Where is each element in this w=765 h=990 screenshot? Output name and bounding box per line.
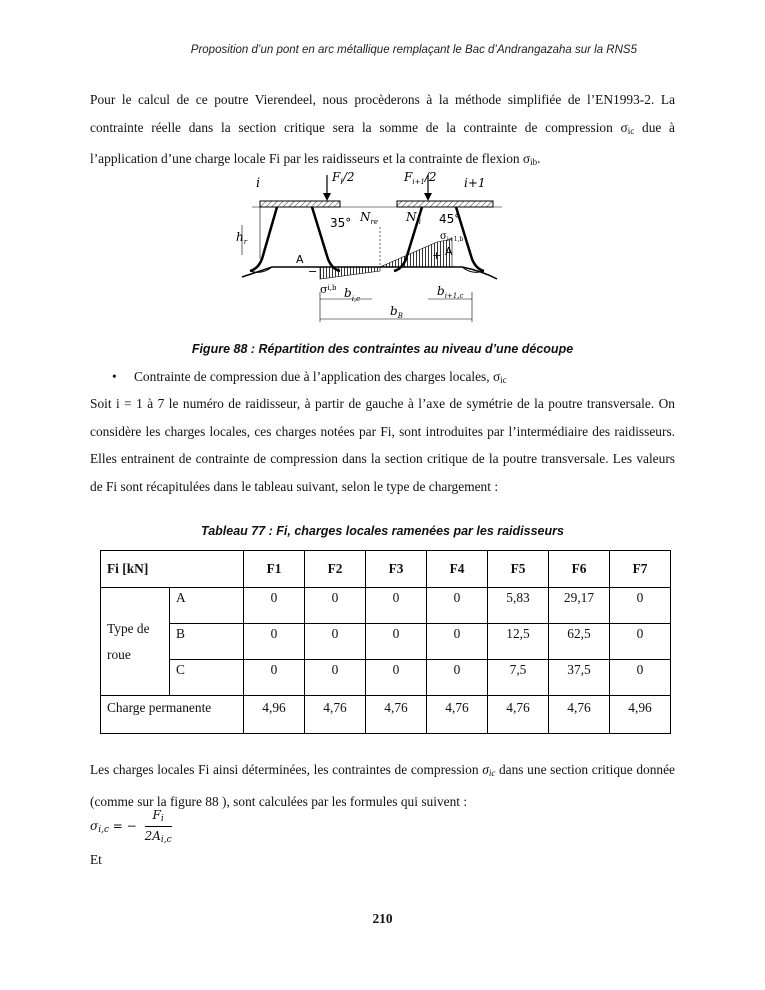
intro-paragraph	[90, 86, 675, 177]
label-i1: i+1	[464, 176, 486, 190]
col-header: F6	[549, 551, 610, 588]
col-header: F7	[610, 551, 671, 588]
group-label-type-de-roue: Type de roue	[101, 588, 170, 696]
label-nre: $N_{re}$	[360, 210, 378, 226]
table-cell: 37,5	[549, 660, 610, 696]
bullet-item	[112, 367, 507, 390]
stress-distribution-figure	[232, 167, 502, 333]
formula-lhs-sub: i,c	[98, 825, 109, 835]
col-header: F5	[488, 551, 549, 588]
stiffener-left	[250, 207, 340, 271]
formula-denominator	[145, 827, 172, 845]
label-fi: $F_i/2$	[332, 170, 355, 186]
body3-text-a: Les charges locales Fi ainsi déterminées, les contraintes de compression	[90, 762, 483, 777]
label-a-left: A	[296, 253, 304, 266]
label-sigma-right: $\sigma_{i+1,b}$	[440, 231, 464, 243]
col-header: F4	[427, 551, 488, 588]
formula-eq: = −	[108, 819, 137, 833]
stress-diagram-left	[320, 267, 380, 279]
figure-caption: Figure 88 : Répartition des contraintes au niveau d’une découpe	[191, 342, 574, 356]
table-cell: 4,96	[244, 696, 305, 734]
label-angle-right: 45°	[439, 212, 461, 226]
table-cell: 4,76	[427, 696, 488, 734]
formula-sigma-ic	[90, 808, 172, 845]
bullet-dot: •	[112, 369, 117, 384]
bullet-sub: ic	[500, 375, 507, 385]
label-hr: $h_r$	[236, 230, 248, 246]
label-sigma-left: $\sigma^{i,b}$	[320, 283, 337, 296]
formula-fraction	[145, 808, 172, 845]
table-cell: 0	[610, 660, 671, 696]
table-cell: 0	[427, 624, 488, 660]
table-cell: 0	[366, 588, 427, 624]
table-cell: 12,5	[488, 624, 549, 660]
table-cell: 29,17	[549, 588, 610, 624]
table-cell: 4,76	[549, 696, 610, 734]
row-label: C	[170, 660, 244, 696]
table-cell: 0	[366, 660, 427, 696]
label-fi1: $F_{i+1}/2$	[404, 170, 437, 186]
sigma-ic-sub: ic	[627, 125, 635, 136]
row-label: A	[170, 588, 244, 624]
table-cell: 0	[244, 588, 305, 624]
col-header: F2	[305, 551, 366, 588]
intro-text-a: La contrainte réelle dans la section critique sera la somme de la contrainte de compression σ	[90, 92, 676, 135]
sigma-ib-sub: ib	[530, 157, 538, 167]
table-cell: 0	[366, 624, 427, 660]
intro-text-b: due à l’application d’une charge locale Fi par les raidisseurs et la contrainte de flexion σ	[90, 119, 675, 166]
table-cell: 4,96	[610, 696, 671, 734]
den-sub: i,c	[160, 835, 172, 845]
table-cell: 4,76	[305, 696, 366, 734]
table-cell: 0	[305, 588, 366, 624]
row-label-permanent: Charge permanente	[101, 696, 244, 734]
page-number: 210	[372, 911, 393, 926]
body3-sub: ic	[488, 768, 496, 778]
formula-numerator	[145, 808, 172, 827]
body3-sigma: σ	[482, 762, 489, 777]
sign-minus: −	[308, 265, 318, 278]
table-cell: 0	[244, 624, 305, 660]
label-nli: $N_{li}$	[406, 210, 421, 226]
table-cell: 7,5	[488, 660, 549, 696]
den-text: 2A	[144, 829, 161, 843]
loads-table	[100, 550, 671, 734]
table-cell: 0	[305, 660, 366, 696]
table-cell: 0	[427, 588, 488, 624]
row-label: B	[170, 624, 244, 660]
table-cell: 0	[427, 660, 488, 696]
formula-lhs: σ	[90, 819, 99, 833]
et-word: Et	[90, 852, 102, 867]
table-cell: 0	[610, 624, 671, 660]
table-cell: 0	[305, 624, 366, 660]
label-angle-left: 35°	[330, 216, 352, 230]
running-header: Proposition d’un pont en arc métallique remplaçant le Bac d’Andrangazaha sur la RNS5	[190, 44, 637, 56]
num-text: F	[152, 808, 161, 822]
table-cell: 5,83	[488, 588, 549, 624]
body3-text-b: dans une section critique donnée (comme sur la figure 88 ), sont calculées par les formules qui suivent :	[90, 762, 675, 809]
table-cell: 4,76	[366, 696, 427, 734]
num-sub: i	[160, 814, 164, 824]
sign-plus: +	[432, 249, 442, 262]
col-header: F1	[244, 551, 305, 588]
label-i: i	[256, 176, 261, 191]
body-paragraph-3	[90, 756, 675, 815]
label-bb: $b_B$	[390, 304, 403, 320]
bullet-text: Contrainte de compression due à l’application des charges locales, σ	[134, 369, 501, 384]
intro-line-1: Pour le calcul de ce poutre Vierendeel, nous procèderons à la méthode simplifiée de l’EN1993-2.	[90, 92, 655, 107]
table-cell: 4,76	[488, 696, 549, 734]
table-caption: Tableau 77 : Fi, charges locales ramenées par les raidisseurs	[201, 524, 564, 538]
table-cell: 62,5	[549, 624, 610, 660]
col-header: F3	[366, 551, 427, 588]
table-header-fi: Fi [kN]	[101, 551, 244, 588]
deck-plate-right	[397, 201, 493, 207]
table-cell: 0	[610, 588, 671, 624]
deck-plate-left	[260, 201, 340, 207]
intro-end: .	[537, 151, 541, 166]
label-bic: $b_{i,c}$	[344, 286, 361, 303]
label-bi1c: $b_{i+1,c}$	[437, 284, 464, 300]
label-a-right: A	[445, 245, 453, 258]
table-cell: 0	[244, 660, 305, 696]
body-paragraph-2: Soit i = 1 à 7 le numéro de raidisseur, à partir de gauche à l’axe de symétrie de la poutre transversale. On considère les charges locales, ces charges notées par Fi, sont introduites par l’intermédiaire des raidisseurs. Elles entrainent de contrainte de compression dans la section critique de la poutre transversale. Les valeurs de Fi sont récapitulées dans le tableau suivant, selon le type de chargement :	[90, 396, 675, 494]
